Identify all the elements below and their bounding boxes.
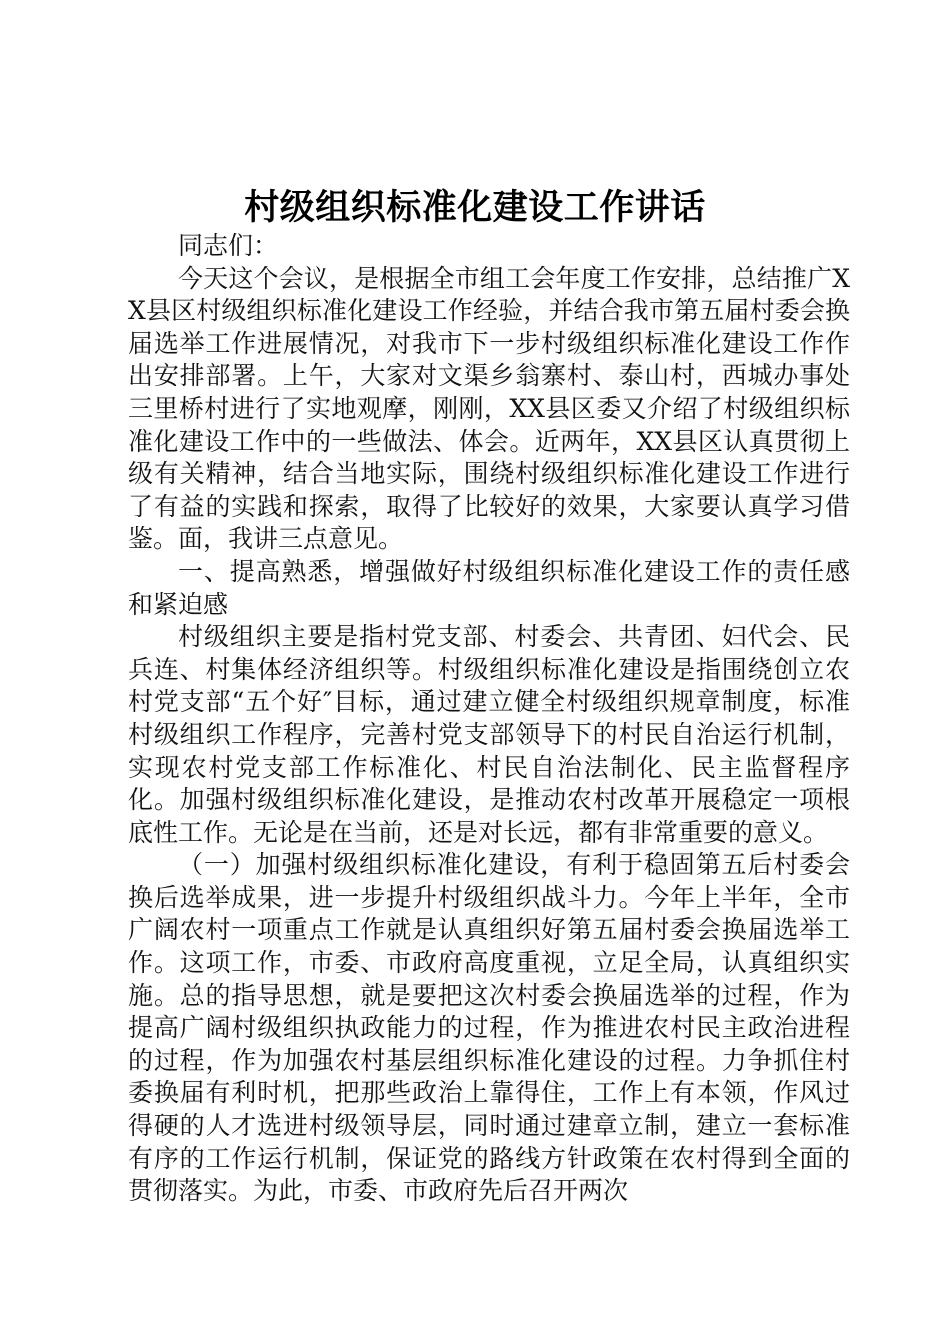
salutation-paragraph: 同志们： [178,231,279,260]
body-paragraph: （一）加强村级组织标准化建设，有利于稳固第五后村委会换后选举成果，进一步提升村级组织战斗力。今年上半年，全市广阔农村一项重点工作就是认真组织好第五届村委会换届选举工作。这项工作，市委、市政府高度重视，立足全局，认真组织实施。总的指导思想，就是要把这次村委会换届选举的过程，作为提高广阔村级组织执政能力的过程，作为推进农村民主政治进程的过程，作为加强农村基层组织标准化建设的过程。力争抓住村委换届有利时机，把那些政治上靠得住，工作上有本领，作风过得硬的人才选进村级领导层，同时通过建章立制，建立一套标准有序的工作运行机制，保证党的路线方针政策在农村得到全面的贯彻落实。为此，市委、市政府先后召开两次 [128,850,850,1206]
body-paragraph: 村级组织主要是指村党支部、村委会、共青团、妇代会、民兵连、村集体经济组织等。村级组织标准化建设是指围绕创立农村党支部“五个好″目标，通过建立健全村级组织规章制度，标准村级组织工作程序，完善村党支部领导下的村民自治运行机制，实现农村党支部工作标准化、村民自治法制化、民主监督程序化。加强村级组织标准化建设，是推动农村改革开展稳定一项根底性工作。无论是在当前，还是对长远，都有非常重要的意义。 [128,622,850,847]
intro-paragraph: 今天这个会议，是根据全市组工会年度工作安排，总结推广XX县区村级组织标准化建设工作经验，并结合我市第五届村委会换届选举工作进展情况，对我市下一步村级组织标准化建设工作作出安排部署。上午，大家对文渠乡翁寨村、泰山村，西城办事处三里桥村进行了实地观摩，刚刚，XX县区委又介绍了村级组织标准化建设工作中的一些做法、体会。近两年，XX县区认真贯彻上级有关精神，结合当地实际，围绕村级组织标准化建设工作进行了有益的实践和探索，取得了比较好的效果，大家要认真学习借鉴。面，我讲三点意见。 [128,263,850,554]
document-body [128,230,850,1208]
document-title: 村级组织标准化建设工作讲话 [244,187,706,228]
section-heading-1: 一、提高熟悉，增强做好村级组织标准化建设工作的责任感和紧迫感 [128,556,850,619]
